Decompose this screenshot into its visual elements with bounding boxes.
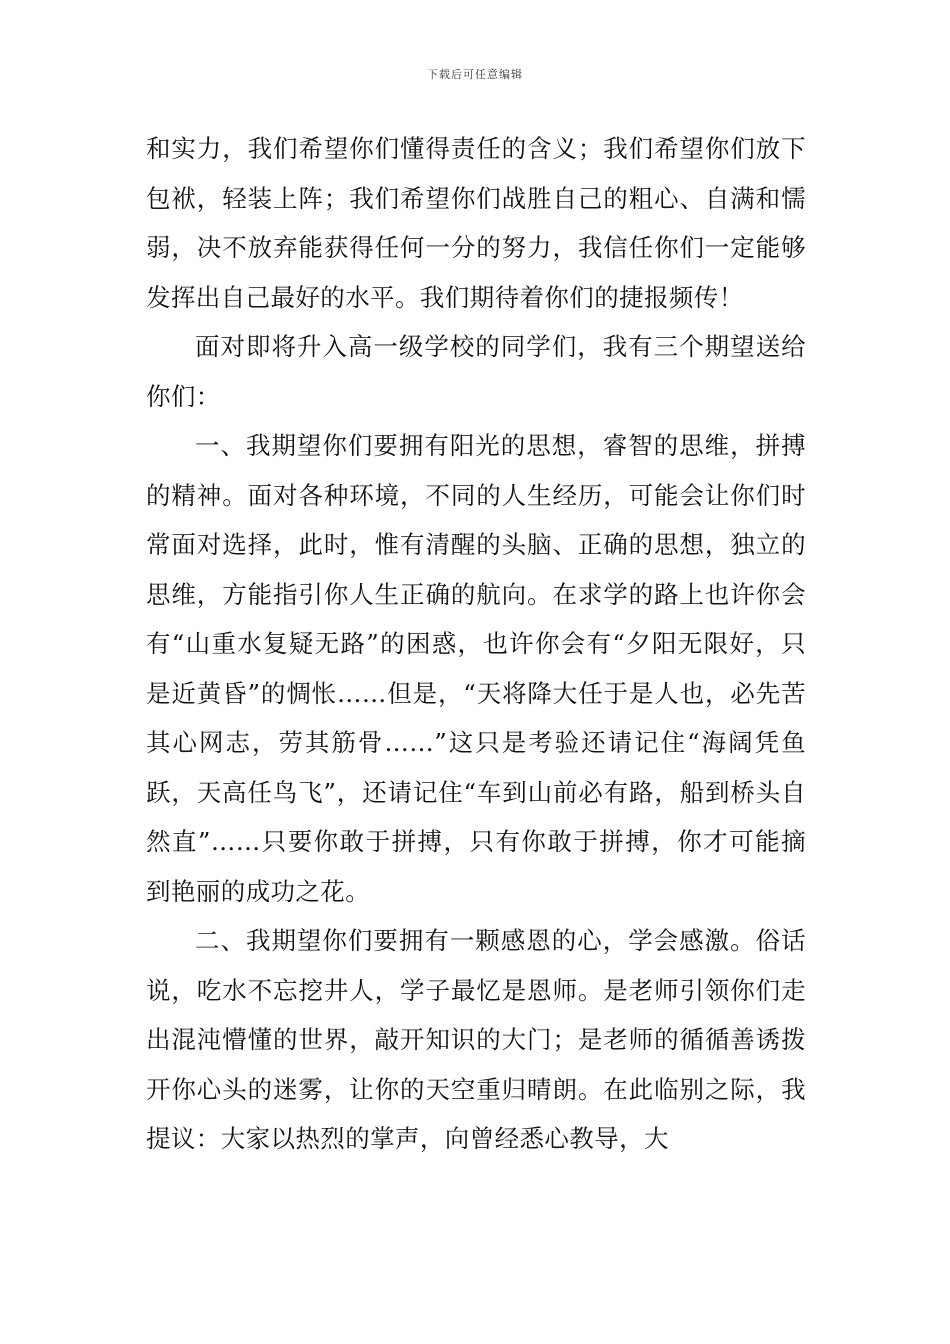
page-header: 下载后可任意编辑	[427, 68, 523, 81]
paragraph-2: 面对即将升入高一级学校的同学们，我有三个期望送给你们：	[146, 332, 806, 411]
document-body	[146, 124, 806, 1164]
paragraph-1: 和实力，我们希望你们懂得责任的含义；我们希望你们放下包袱，轻装上阵；我们希望你们战胜自己的粗心、自满和懦弱，决不放弃能获得任何一分的努力，我信任你们一定能够发挥出自己最好的水平。我们期待着你们的捷报频传！	[146, 134, 806, 312]
paragraph-3: 一、我期望你们要拥有阳光的思想，睿智的思维，拼搏的精神。面对各种环境，不同的人生经历，可能会让你们时常面对选择，此时，惟有清醒的头脑、正确的思想，独立的思维，方能指引你人生正确的航向。在求学的路上也许你会有“山重水复疑无路”的困惑，也许你会有“夕阳无限好，只是近黄昏”的惆怅……但是，“天将降大任于是人也，必先苦其心网志，劳其筋骨……”这只是考验还请记住“海阔凭鱼跃，天高任鸟飞”，还请记住“车到山前必有路，船到桥头自然直”……只要你敢于拼搏，只有你敢于拼搏，你才可能摘到艳丽的成功之花。	[146, 431, 806, 906]
paragraph-4: 二、我期望你们要拥有一颗感恩的心，学会感激。俗话说，吃水不忘挖井人，学子最忆是恩师。是老师引领你们走出混沌懵懂的世界，敲开知识的大门；是老师的循循善诱拨开你心头的迷雾，让你的天空重归晴朗。在此临别之际，我提议：大家以热烈的掌声，向曾经悉心教导，大	[146, 926, 806, 1153]
